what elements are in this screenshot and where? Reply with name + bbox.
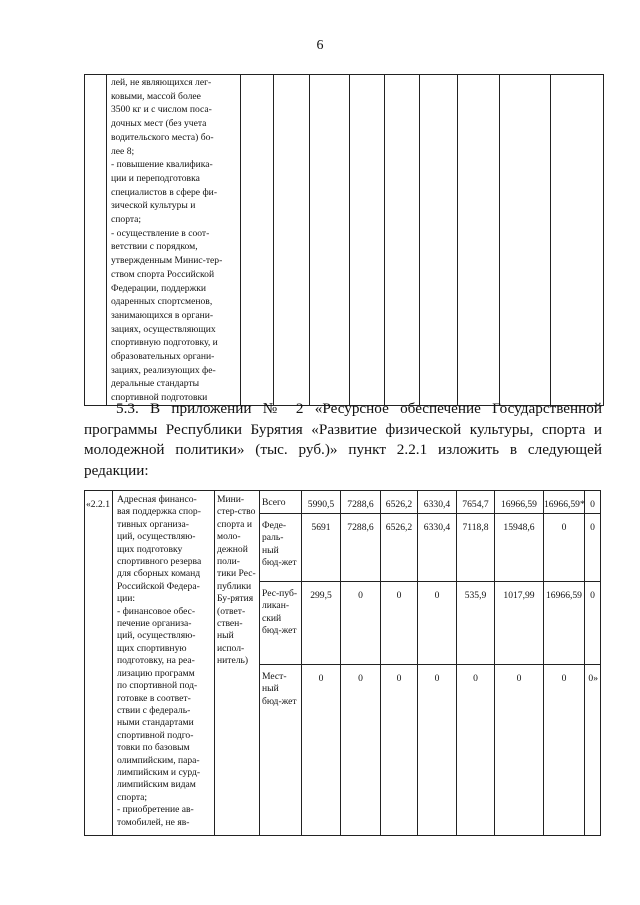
page-number: 6 bbox=[316, 38, 324, 53]
value-cell: 5990,5 bbox=[302, 491, 341, 514]
text-line: лей, не являющихся лег- bbox=[111, 77, 212, 88]
text-line: спортивного резерва bbox=[117, 556, 202, 568]
value-cell: 7288,6 bbox=[341, 514, 381, 582]
text-line: - повышение квалифика- bbox=[111, 159, 213, 171]
text-line: занимающихся в органи- bbox=[111, 309, 214, 321]
text-line: ций, осуществляю- bbox=[117, 531, 196, 543]
value-cell: 0 bbox=[418, 582, 457, 665]
value-cell: 15948,6 bbox=[495, 514, 544, 582]
measures-description-cell bbox=[107, 75, 241, 406]
text-line: спортивной подго- bbox=[117, 729, 194, 741]
value-cell: 0 bbox=[585, 582, 601, 665]
text-line: томобилей, не яв- bbox=[117, 816, 190, 828]
text-line: вая поддержка спор- bbox=[117, 506, 201, 518]
text-line: Федерации, поддержки bbox=[111, 282, 207, 294]
value-cell: 0 bbox=[341, 582, 381, 665]
text-line: - приобретение ав- bbox=[117, 804, 194, 816]
text-line: по спортивной под- bbox=[117, 680, 198, 692]
value-cell: 0 bbox=[544, 514, 585, 582]
value-cell: 0» bbox=[585, 665, 601, 836]
value-cell: 299,5 bbox=[302, 582, 341, 665]
text-line: зической культуры и bbox=[111, 200, 196, 212]
text-line: - финансовое обес- bbox=[117, 605, 196, 617]
text-line: лизацию программ bbox=[117, 667, 195, 679]
text-line: ции и переподготовка bbox=[111, 172, 200, 184]
text-line: специалистов в сфере фи- bbox=[111, 186, 218, 198]
text-line: ветствии с порядком, bbox=[111, 241, 198, 253]
value-cell: 0 bbox=[341, 665, 381, 836]
text-line: товки по базовым bbox=[117, 742, 190, 754]
text-line: щих спортивную bbox=[117, 642, 187, 654]
value-cell: 0 bbox=[544, 665, 585, 836]
funding-source-federal: Феде-раль-ный бюд-жет bbox=[260, 514, 302, 582]
value-cell: 16966,59 bbox=[544, 582, 585, 665]
continued-table bbox=[84, 74, 604, 406]
text-line: дочных мест (без учета bbox=[111, 118, 207, 130]
table-row bbox=[85, 491, 601, 514]
text-line: спорта; bbox=[117, 791, 148, 803]
text-line: 3500 кг и с числом поса- bbox=[111, 104, 212, 116]
text-line: деральные стандарты bbox=[111, 378, 200, 390]
value-cell: 0 bbox=[302, 665, 341, 836]
text-line: щих подготовку bbox=[117, 543, 183, 555]
value-cell: 6330,4 bbox=[418, 514, 457, 582]
text-line: Адресная финансо- bbox=[117, 494, 197, 505]
text-line: Российской Федера- bbox=[117, 580, 200, 592]
value-cell: 16966,59* bbox=[544, 491, 585, 514]
text-line: подготовку, на реа- bbox=[117, 655, 195, 667]
text-line: спорта; bbox=[111, 214, 142, 226]
funding-source-republican: Рес-пуб-ликан-ский бюд-жет bbox=[260, 582, 302, 665]
text-line: водительского места) бо- bbox=[111, 131, 214, 143]
text-line: - осуществление в соот- bbox=[111, 227, 210, 239]
item-code: «2.2.1 bbox=[85, 491, 113, 836]
value-cell: 1017,99 bbox=[495, 582, 544, 665]
value-cell: 0 bbox=[585, 491, 601, 514]
value-cell: 0 bbox=[418, 665, 457, 836]
funding-source-total: Всего bbox=[260, 491, 302, 514]
value-cell: 6330,4 bbox=[418, 491, 457, 514]
funding-source-local: Мест-ный бюд-жет bbox=[260, 665, 302, 836]
text-line: зациях, осуществляющих bbox=[111, 323, 216, 335]
value-cell: 6526,2 bbox=[381, 514, 418, 582]
text-line: спортивную подготовку, и bbox=[111, 337, 218, 349]
text-line: тивных организа- bbox=[117, 518, 189, 530]
value-cell: 7654,7 bbox=[457, 491, 495, 514]
value-cell: 5691 bbox=[302, 514, 341, 582]
responsible-executor: Мини-стер-ство спорта и моло-дежной поли-тики Рес-публики Бу-рятия (ответ-ствен-ный испол-нитель) bbox=[215, 491, 260, 836]
resource-table bbox=[84, 490, 601, 836]
text-line: лее 8; bbox=[111, 145, 135, 157]
item-description bbox=[113, 491, 215, 836]
amendment-paragraph: 5.3. В приложении № 2 «Ресурсное обеспечение Государственной программы Республики Бурятия «Развитие физической культуры, спорта и молодежной политики» (тыс. руб.)» пункт 2.2.1 изложить в следующей редакции: bbox=[84, 400, 602, 479]
value-cell: 0 bbox=[495, 665, 544, 836]
value-cell: 0 bbox=[585, 514, 601, 582]
text-line: зациях, реализующих фе- bbox=[111, 364, 216, 376]
text-line: ными стандартами bbox=[117, 717, 194, 729]
text-line: ством спорта Российской bbox=[111, 268, 215, 280]
value-cell: 7288,6 bbox=[341, 491, 381, 514]
text-line: ствии с федераль- bbox=[117, 704, 191, 716]
text-line: образовательных органи- bbox=[111, 351, 215, 363]
value-cell: 535,9 bbox=[457, 582, 495, 665]
text-line: ции: bbox=[117, 593, 136, 605]
text-line: лимпийским и сурд- bbox=[117, 766, 201, 778]
text-line: олимпийским, пара- bbox=[117, 754, 200, 766]
text-line: одаренных спортсменов, bbox=[111, 296, 213, 308]
table-row bbox=[85, 75, 604, 406]
value-cell: 6526,2 bbox=[381, 491, 418, 514]
value-cell: 7118,8 bbox=[457, 514, 495, 582]
text-line: ций, осуществляю- bbox=[117, 630, 196, 642]
text-line: лимпийским видам bbox=[117, 779, 196, 791]
text-line: утвержденным Минис-тер- bbox=[111, 255, 223, 267]
value-cell: 0 bbox=[381, 665, 418, 836]
value-cell: 0 bbox=[381, 582, 418, 665]
text-line: спортивной подготовки bbox=[111, 392, 208, 404]
text-line: для сборных команд bbox=[117, 568, 201, 580]
text-line: готовке в соответ- bbox=[117, 692, 191, 704]
text-line: печение организа- bbox=[117, 618, 192, 630]
value-cell: 16966,59 bbox=[495, 491, 544, 514]
value-cell: 0 bbox=[457, 665, 495, 836]
text-line: ковыми, массой более bbox=[111, 90, 201, 102]
